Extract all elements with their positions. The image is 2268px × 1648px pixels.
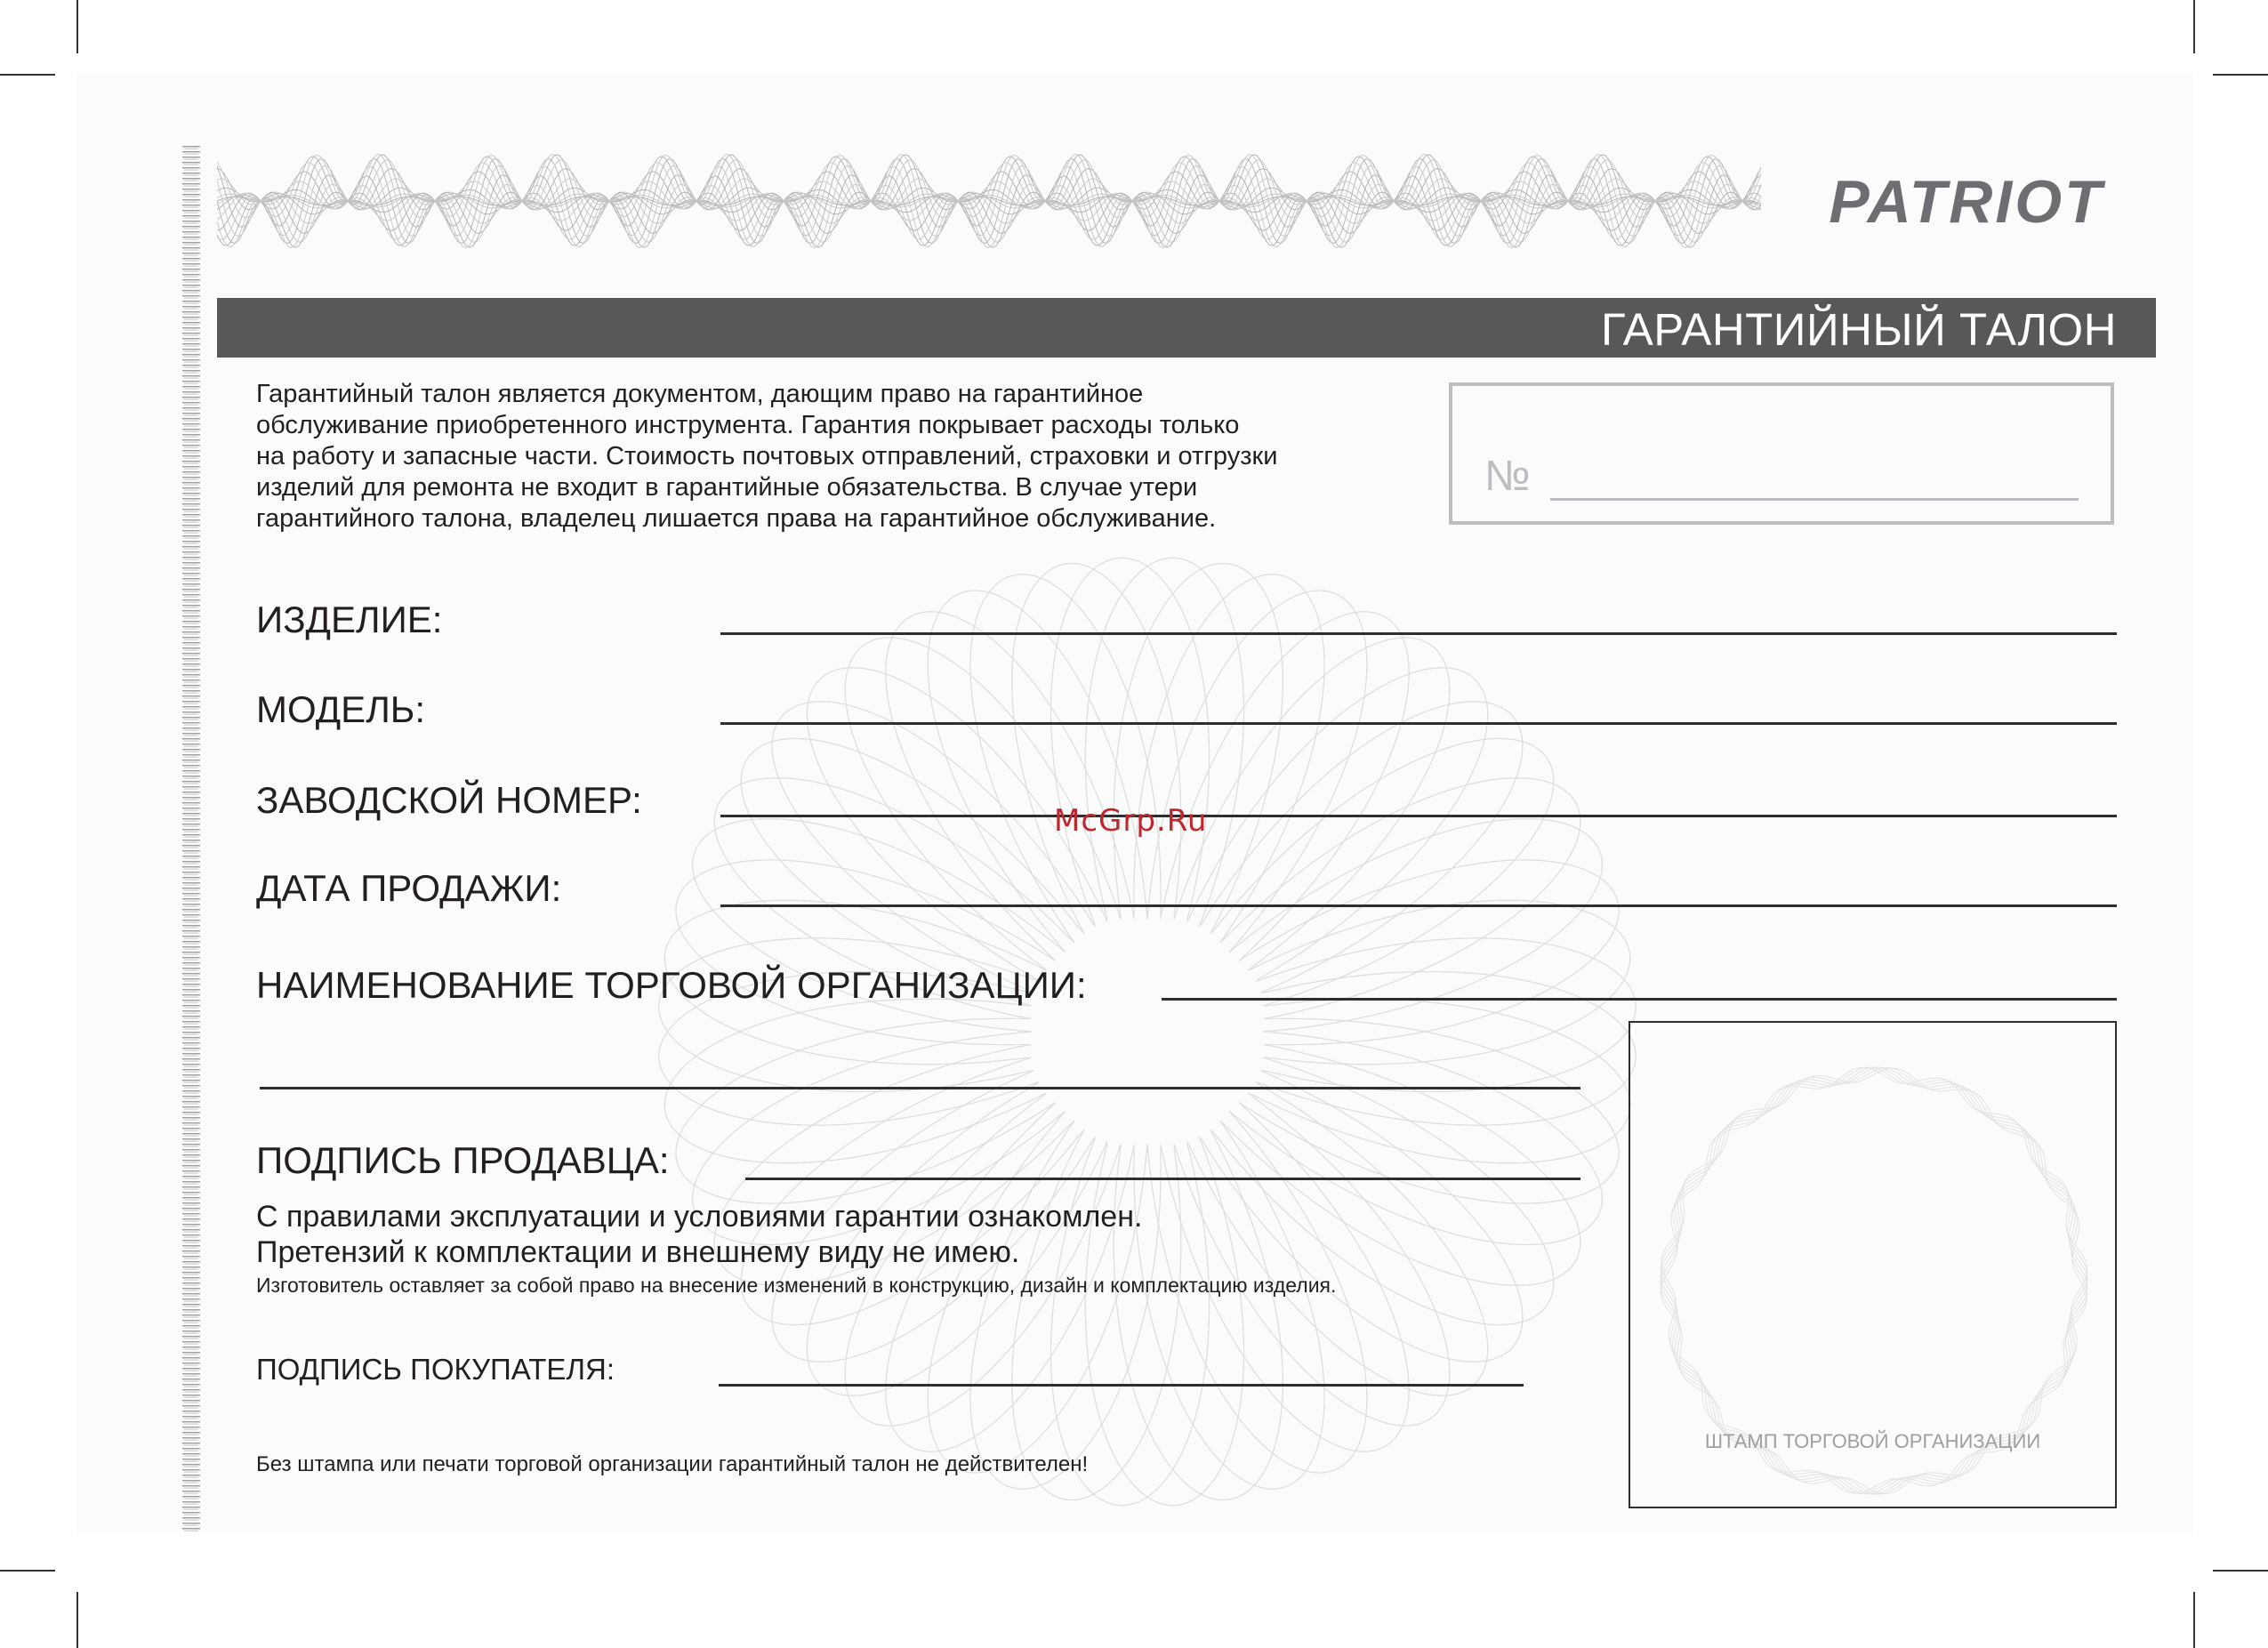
crop-mark	[2213, 1570, 2268, 1572]
acknowledgement-line: С правилами эксплуатации и условиями гарантии ознакомлен.	[256, 1200, 1143, 1234]
microtext-strip	[181, 145, 201, 1532]
site-watermark: McGrp.Ru	[1054, 803, 1208, 839]
buyer-signature-field[interactable]	[719, 1384, 1524, 1387]
guilloche-rosette	[614, 516, 1681, 1548]
store-name-label: НАИМЕНОВАНИЕ ТОРГОВОЙ ОРГАНИЗАЦИИ:	[256, 964, 1087, 1006]
intro-line: гарантийного талона, владелец лишается права на гарантийное обслуживание.	[256, 504, 1217, 533]
seller-signature-label: ПОДПИСЬ ПРОДАВЦА:	[256, 1139, 670, 1181]
svg-text:PATRIOT: PATRIOT	[1829, 168, 2104, 236]
patriot-logo	[1802, 165, 2131, 238]
store-stamp-box	[1629, 1021, 2117, 1508]
stamp-requirement-note: Без штампа или печати торговой организации гарантийный талон не действителен!	[256, 1452, 1089, 1476]
manufacturer-note: Изготовитель оставляет за собой право на внесение изменений в конструкцию, дизайн и комплектацию изделия.	[256, 1274, 1337, 1297]
crop-mark	[76, 1592, 78, 1648]
intro-line: на работу и запасные части. Стоимость почтовых отправлений, страховки и отгрузки	[256, 442, 1278, 470]
intro-line: Гарантийный талон является документом, дающим право на гарантийное	[256, 380, 1144, 408]
card-number-box	[1449, 382, 2114, 525]
crop-mark	[0, 1570, 55, 1572]
guilloche-band	[217, 128, 1763, 274]
buyer-signature-label: ПОДПИСЬ ПОКУПАТЕЛЯ:	[256, 1353, 615, 1386]
model-field[interactable]	[720, 722, 2117, 725]
product-field[interactable]	[720, 632, 2117, 635]
store-name-field[interactable]	[1162, 998, 2117, 1001]
intro-line: обслуживание приобретенного инструмента. Гарантия покрывает расходы только	[256, 411, 1240, 439]
intro-paragraph	[256, 379, 1412, 535]
store-name-field-continued[interactable]	[260, 1087, 1580, 1089]
crop-mark	[2193, 1592, 2195, 1648]
crop-mark	[2213, 74, 2268, 76]
product-label: ИЗДЕЛИЕ:	[256, 599, 443, 640]
model-label: МОДЕЛЬ:	[256, 688, 425, 730]
card-number-field[interactable]	[1550, 498, 2079, 501]
sale-date-field[interactable]	[720, 904, 2117, 907]
stamp-caption: ШТАМП ТОРГОВОЙ ОРГАНИЗАЦИИ	[1704, 1430, 2041, 1452]
page-title: ГАРАНТИЙНЫЙ ТАЛОН	[1600, 304, 2117, 355]
serial-number-label: ЗАВОДСКОЙ НОМЕР:	[256, 779, 642, 821]
serial-number-field[interactable]	[720, 815, 2117, 817]
number-sign-label: №	[1484, 453, 1531, 500]
sale-date-label: ДАТА ПРОДАЖИ:	[256, 867, 562, 909]
intro-line: изделий для ремонта не входит в гарантийные обязательства. В случае утери	[256, 473, 1198, 502]
crop-mark	[2193, 0, 2195, 53]
title-banner	[217, 298, 2156, 358]
acknowledgement-line: Претензий к комплектации и внешнему виду не имею.	[256, 1235, 1020, 1269]
crop-mark	[0, 74, 55, 76]
seller-signature-field[interactable]	[745, 1178, 1580, 1180]
crop-mark	[76, 0, 78, 53]
